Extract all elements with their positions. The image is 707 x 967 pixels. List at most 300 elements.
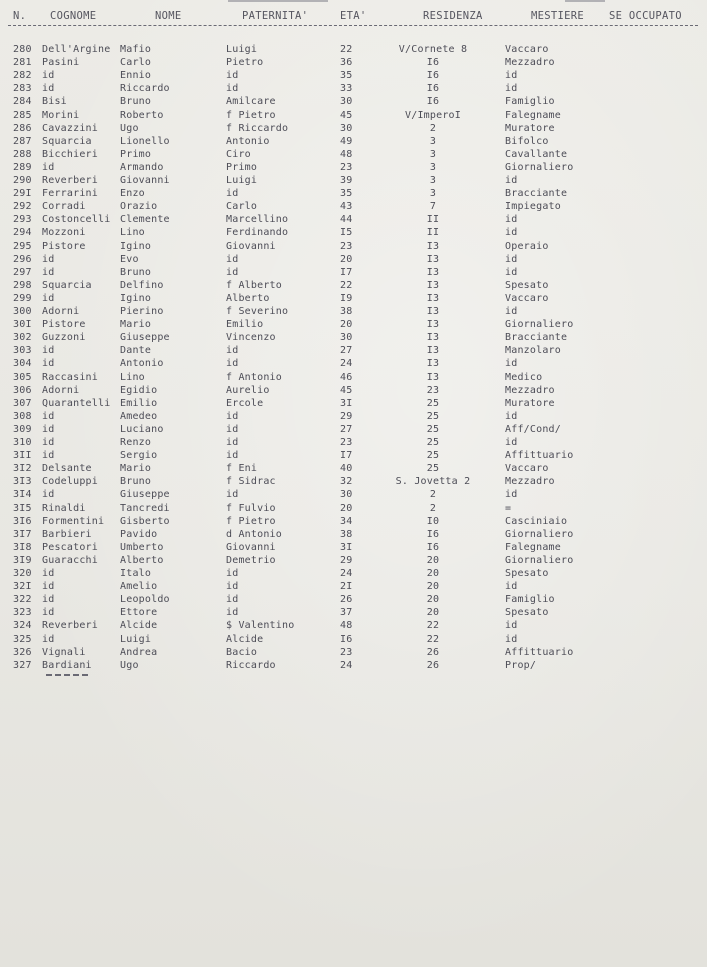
mestiere-cell: Vaccaro (505, 463, 549, 475)
residenza-cell: I3 (426, 319, 440, 331)
cognome-cell: Adorni (42, 384, 80, 396)
residenza-cell: 2 (429, 122, 437, 134)
table-row (0, 331, 707, 344)
mestiere-cell: Vaccaro (505, 44, 549, 55)
row-number: 297 (13, 266, 32, 278)
table-row (0, 318, 707, 331)
nome-cell: Mafio (120, 44, 152, 55)
table-row (0, 344, 707, 357)
row-number: 324 (13, 620, 32, 632)
nome-cell: Sergio (120, 450, 158, 462)
residenza-cell: II (426, 227, 440, 239)
residenza-cell: V/ImperoI (405, 109, 461, 121)
cognome-cell: Squarcia (42, 135, 92, 147)
residenza-cell: I3 (426, 240, 440, 252)
nome-cell: Lino (120, 227, 145, 239)
residenza-cell: V/Cornete 8 (398, 44, 468, 55)
row-number: 292 (13, 201, 32, 213)
cognome-cell: id (42, 633, 55, 645)
cognome-cell: id (42, 292, 55, 304)
header-eta: ETA' (340, 10, 367, 22)
row-number: 286 (13, 122, 32, 134)
mestiere-cell: Giornaliero (505, 528, 574, 540)
row-number: 3I5 (13, 502, 32, 514)
nome-cell: Giuseppe (120, 332, 170, 344)
mestiere-cell: Operaio (505, 240, 549, 252)
paternita-cell: id (226, 70, 239, 82)
nome-cell: Bruno (120, 476, 152, 488)
cognome-cell: Costoncelli (42, 214, 111, 226)
paternita-cell: id (226, 358, 239, 370)
paternita-cell: Aurelio (226, 384, 270, 396)
mestiere-cell: id (505, 306, 518, 317)
table-row (0, 226, 707, 239)
mestiere-cell: id (505, 227, 518, 239)
paternita-cell: Luigi (226, 44, 258, 55)
cognome-cell: Bicchieri (42, 148, 98, 160)
table-row (0, 397, 707, 410)
mestiere-cell: id (505, 266, 518, 278)
table-row (0, 174, 707, 187)
row-number: 294 (13, 227, 32, 239)
eta-cell: 22 (340, 279, 353, 291)
residenza-cell: 25 (426, 410, 440, 422)
paternita-cell: Marcellino (226, 214, 289, 226)
row-number: 299 (13, 292, 32, 304)
eta-cell: 30 (340, 332, 353, 344)
mestiere-cell: id (505, 214, 518, 226)
row-number: 290 (13, 175, 32, 186)
cognome-cell: Rinaldi (42, 502, 86, 514)
cognome-cell: Adorni (42, 306, 80, 317)
eta-cell: 20 (340, 319, 353, 331)
eta-cell: 3I (340, 541, 353, 553)
eta-cell: 20 (340, 253, 353, 265)
paternita-cell: f Pietro (226, 515, 276, 527)
mestiere-cell: Bifolco (505, 135, 549, 147)
residenza-cell: I6 (426, 528, 440, 540)
cognome-cell: Guaracchi (42, 554, 98, 566)
nome-cell: Orazio (120, 201, 158, 213)
table-row (0, 502, 707, 515)
eta-cell: 23 (340, 437, 353, 448)
nome-cell: Clemente (120, 214, 170, 226)
residenza-cell: I0 (426, 515, 440, 527)
mestiere-cell: = (505, 502, 512, 514)
eta-cell: I7 (340, 450, 353, 462)
row-number: 304 (13, 358, 32, 370)
eta-cell: 23 (340, 240, 353, 252)
cognome-cell: id (42, 489, 55, 501)
mestiere-cell: Impiegato (505, 201, 561, 213)
end-of-list-mark (46, 674, 88, 676)
residenza-cell: I3 (426, 253, 440, 265)
paternita-cell: Primo (226, 161, 258, 173)
row-number: 3I2 (13, 463, 32, 475)
row-number: 3I6 (13, 515, 32, 527)
table-row (0, 619, 707, 632)
nome-cell: Leopoldo (120, 594, 170, 606)
mestiere-cell: id (505, 489, 518, 501)
cognome-cell: Pistore (42, 319, 86, 331)
residenza-cell: 20 (426, 594, 440, 606)
residenza-cell: 2 (429, 502, 437, 514)
row-number: 3I9 (13, 554, 32, 566)
cognome-cell: Vignali (42, 646, 86, 658)
table-row (0, 69, 707, 82)
eta-cell: 46 (340, 371, 353, 383)
eta-cell: 36 (340, 57, 353, 69)
paternita-cell: d Antonio (226, 528, 282, 540)
mestiere-cell: id (505, 70, 518, 82)
mestiere-cell: id (505, 620, 518, 632)
table-row (0, 371, 707, 384)
residenza-cell: 3 (429, 175, 437, 186)
eta-cell: 35 (340, 188, 353, 200)
nome-cell: Pavido (120, 528, 158, 540)
eta-cell: 48 (340, 148, 353, 160)
cognome-cell: Guzzoni (42, 332, 86, 344)
nome-cell: Andrea (120, 646, 158, 658)
eta-cell: 29 (340, 410, 353, 422)
row-number: 305 (13, 371, 32, 383)
row-number: 320 (13, 568, 32, 579)
residenza-cell: I3 (426, 345, 440, 357)
eta-cell: 29 (340, 554, 353, 566)
table-row (0, 423, 707, 436)
mestiere-cell: Mezzadro (505, 476, 555, 488)
nome-cell: Mario (120, 319, 152, 331)
mestiere-cell: Mezzadro (505, 384, 555, 396)
cognome-cell: id (42, 607, 55, 619)
residenza-cell: 25 (426, 450, 440, 462)
paternita-cell: id (226, 266, 239, 278)
row-number: 308 (13, 410, 32, 422)
mestiere-cell: Muratore (505, 397, 555, 409)
cognome-cell: Ferrarini (42, 188, 98, 200)
cognome-cell: Formentini (42, 515, 105, 527)
cognome-cell: id (42, 410, 55, 422)
row-number: 282 (13, 70, 32, 82)
row-number: 283 (13, 83, 32, 95)
eta-cell: I7 (340, 266, 353, 278)
mestiere-cell: Spesato (505, 568, 549, 579)
nome-cell: Ettore (120, 607, 158, 619)
paternita-cell: Alcide (226, 633, 264, 645)
mestiere-cell: Spesato (505, 607, 549, 619)
paternita-cell: f Eni (226, 463, 258, 475)
mestiere-cell: Cavallante (505, 148, 568, 160)
paternita-cell: f Antonio (226, 371, 282, 383)
nome-cell: Alcide (120, 620, 158, 632)
table-row (0, 488, 707, 501)
eta-cell: 45 (340, 109, 353, 121)
eta-cell: 24 (340, 568, 353, 579)
table-row (0, 462, 707, 475)
nome-cell: Emilio (120, 397, 158, 409)
eta-cell: 39 (340, 175, 353, 186)
mestiere-cell: id (505, 633, 518, 645)
table-row (0, 240, 707, 253)
row-number: 288 (13, 148, 32, 160)
paternita-cell: id (226, 345, 239, 357)
nome-cell: Primo (120, 148, 152, 160)
cognome-cell: Reverberi (42, 175, 98, 186)
cognome-cell: id (42, 450, 55, 462)
cognome-cell: Delsante (42, 463, 92, 475)
cognome-cell: Pescatori (42, 541, 98, 553)
row-number: 326 (13, 646, 32, 658)
paternita-cell: Antonio (226, 135, 270, 147)
table-row (0, 56, 707, 69)
header-cognome: COGNOME (50, 10, 97, 22)
eta-cell: 3I (340, 397, 353, 409)
nome-cell: Igino (120, 240, 152, 252)
nome-cell: Antonio (120, 358, 164, 370)
table-row (0, 593, 707, 606)
paternita-cell: Vincenzo (226, 332, 276, 344)
row-number: 287 (13, 135, 32, 147)
cognome-cell: Raccasini (42, 371, 98, 383)
nome-cell: Mario (120, 463, 152, 475)
residenza-cell: 20 (426, 581, 440, 593)
nome-cell: Roberto (120, 109, 164, 121)
eta-cell: 27 (340, 423, 353, 435)
row-number: 289 (13, 161, 32, 173)
row-number: 302 (13, 332, 32, 344)
mestiere-cell: id (505, 437, 518, 448)
paternita-cell: f Alberto (226, 279, 282, 291)
row-number: 281 (13, 57, 32, 69)
row-number: 323 (13, 607, 32, 619)
mestiere-cell: id (505, 253, 518, 265)
nome-cell: Umberto (120, 541, 164, 553)
table-row (0, 567, 707, 580)
table-row (0, 213, 707, 226)
mestiere-cell: id (505, 410, 518, 422)
residenza-cell: 25 (426, 463, 440, 475)
residenza-cell: I3 (426, 266, 440, 278)
row-number: 296 (13, 253, 32, 265)
nome-cell: Armando (120, 161, 164, 173)
paternita-cell: f Fulvio (226, 502, 276, 514)
nome-cell: Egidio (120, 384, 158, 396)
residenza-cell: 25 (426, 437, 440, 448)
paternita-cell: Pietro (226, 57, 264, 69)
row-number: 32I (13, 581, 32, 593)
residenza-cell: 20 (426, 607, 440, 619)
row-number: 303 (13, 345, 32, 357)
paternita-cell: f Pietro (226, 109, 276, 121)
cognome-cell: Bisi (42, 96, 67, 108)
eta-cell: 30 (340, 122, 353, 134)
eta-cell: I6 (340, 633, 353, 645)
residenza-cell: 7 (429, 201, 437, 213)
cognome-cell: Morini (42, 109, 80, 121)
cognome-cell: Mozzoni (42, 227, 86, 239)
paternita-cell: Emilio (226, 319, 264, 331)
table-row (0, 633, 707, 646)
cognome-cell: id (42, 358, 55, 370)
nome-cell: Pierino (120, 306, 164, 317)
mestiere-cell: Vaccaro (505, 292, 549, 304)
header-mestiere: MESTIERE (531, 10, 584, 22)
residenza-cell: 22 (426, 633, 440, 645)
header-n: N. (13, 10, 27, 22)
row-number: 300 (13, 306, 32, 317)
table-row (0, 515, 707, 528)
cognome-cell: id (42, 581, 55, 593)
cognome-cell: Barbieri (42, 528, 92, 540)
table-row (0, 646, 707, 659)
paternita-cell: f Riccardo (226, 122, 289, 134)
residenza-cell: 3 (429, 188, 437, 200)
residenza-cell: S. Jovetta 2 (395, 476, 471, 488)
row-number: 30I (13, 319, 32, 331)
residenza-cell: 26 (426, 659, 440, 671)
nome-cell: Renzo (120, 437, 152, 448)
residenza-cell: I6 (426, 83, 440, 95)
nome-cell: Amelio (120, 581, 158, 593)
nome-cell: Italo (120, 568, 152, 579)
residenza-cell: 26 (426, 646, 440, 658)
table-row (0, 436, 707, 449)
nome-cell: Riccardo (120, 83, 170, 95)
nome-cell: Giovanni (120, 175, 170, 186)
cognome-cell: Reverberi (42, 620, 98, 632)
paternita-cell: id (226, 594, 239, 606)
eta-cell: 26 (340, 594, 353, 606)
residenza-cell: I6 (426, 57, 440, 69)
mestiere-cell: id (505, 358, 518, 370)
residenza-cell: I6 (426, 541, 440, 553)
table-row (0, 161, 707, 174)
eta-cell: 23 (340, 161, 353, 173)
mestiere-cell: Famiglio (505, 96, 555, 108)
row-number: 293 (13, 214, 32, 226)
row-number: 325 (13, 633, 32, 645)
table-row (0, 82, 707, 95)
eta-cell: 38 (340, 306, 353, 317)
mestiere-cell: Prop/ (505, 659, 537, 671)
eta-cell: 22 (340, 44, 353, 55)
paternita-cell: id (226, 423, 239, 435)
nome-cell: Bruno (120, 96, 152, 108)
paternita-cell: Demetrio (226, 554, 276, 566)
nome-cell: Luigi (120, 633, 152, 645)
paternita-cell: Giovanni (226, 541, 276, 553)
cognome-cell: Pasini (42, 57, 80, 69)
cognome-cell: id (42, 266, 55, 278)
row-number: 309 (13, 423, 32, 435)
table-row (0, 292, 707, 305)
table-row (0, 384, 707, 397)
paternita-cell: id (226, 253, 239, 265)
row-number: 3I7 (13, 528, 32, 540)
table-row (0, 580, 707, 593)
row-number: 29I (13, 188, 32, 200)
nome-cell: Giuseppe (120, 489, 170, 501)
cognome-cell: id (42, 70, 55, 82)
table-row (0, 528, 707, 541)
eta-cell: 23 (340, 646, 353, 658)
paternita-cell: id (226, 83, 239, 95)
paternita-cell: Ercole (226, 397, 264, 409)
row-number: 307 (13, 397, 32, 409)
nome-cell: Delfino (120, 279, 164, 291)
residenza-cell: 23 (426, 384, 440, 396)
table-row (0, 148, 707, 161)
mestiere-cell: Giornaliero (505, 554, 574, 566)
row-number: 280 (13, 44, 32, 55)
eta-cell: 2I (340, 581, 353, 593)
row-number: 310 (13, 437, 32, 448)
residenza-cell: I3 (426, 292, 440, 304)
mestiere-cell: Casciniaio (505, 515, 568, 527)
cognome-cell: Dell'Argine (42, 44, 111, 55)
paternita-cell: Ciro (226, 148, 251, 160)
paternita-cell: id (226, 489, 239, 501)
header-paternita: PATERNITA' (242, 10, 309, 22)
row-number: 298 (13, 279, 32, 291)
mestiere-cell: Giornaliero (505, 319, 574, 331)
header-nome: NOME (155, 10, 182, 22)
paternita-cell: id (226, 188, 239, 200)
table-row (0, 253, 707, 266)
table-row (0, 449, 707, 462)
residenza-cell: I3 (426, 279, 440, 291)
mestiere-cell: Affittuario (505, 450, 574, 462)
header-se-occupato: SE OCCUPATO (609, 10, 682, 22)
eta-cell: 48 (340, 620, 353, 632)
nome-cell: Alberto (120, 554, 164, 566)
cognome-cell: Quarantelli (42, 397, 111, 409)
eta-cell: 43 (340, 201, 353, 213)
mestiere-cell: id (505, 175, 518, 186)
table-row (0, 122, 707, 135)
mestiere-cell: Spesato (505, 279, 549, 291)
eta-cell: 27 (340, 345, 353, 357)
row-number: 3I8 (13, 541, 32, 553)
paternita-cell: f Severino (226, 306, 289, 317)
residenza-cell: I3 (426, 306, 440, 317)
eta-cell: 37 (340, 607, 353, 619)
residenza-cell: 20 (426, 568, 440, 579)
mestiere-cell: Giornaliero (505, 161, 574, 173)
cognome-cell: id (42, 161, 55, 173)
cognome-cell: id (42, 423, 55, 435)
row-number: 322 (13, 594, 32, 606)
nome-cell: Dante (120, 345, 152, 357)
residenza-cell: 3 (429, 148, 437, 160)
row-number: 3II (13, 450, 32, 462)
paternita-cell: Ferdinando (226, 227, 289, 239)
table-row (0, 109, 707, 122)
nome-cell: Lino (120, 371, 145, 383)
paternita-cell: id (226, 568, 239, 579)
mestiere-cell: Aff/Cond/ (505, 423, 561, 435)
nome-cell: Amedeo (120, 410, 158, 422)
eta-cell: 40 (340, 463, 353, 475)
eta-cell: 20 (340, 502, 353, 514)
paternita-cell: Alberto (226, 292, 270, 304)
residenza-cell: I3 (426, 332, 440, 344)
residenza-cell: I3 (426, 371, 440, 383)
table-row (0, 475, 707, 488)
mestiere-cell: Falegname (505, 109, 561, 121)
mestiere-cell: id (505, 581, 518, 593)
header-underline (8, 25, 698, 26)
